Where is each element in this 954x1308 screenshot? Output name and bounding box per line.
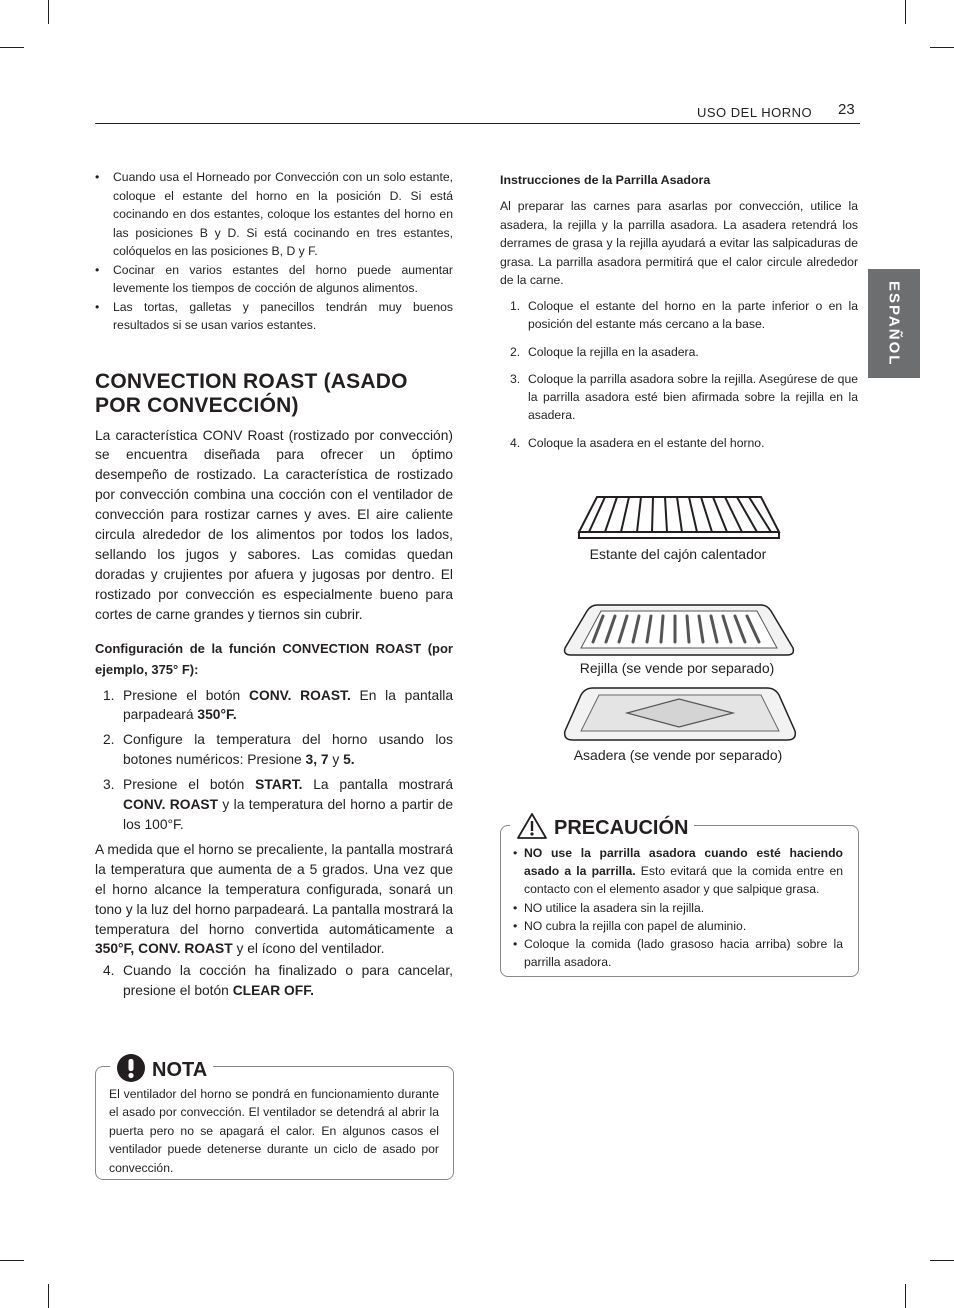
step-key: START. — [255, 777, 303, 793]
section-title: CONVECTION ROAST (ASADO POR CONVECCIÓN) — [95, 369, 408, 417]
warming-drawer-rack-illustration — [575, 494, 781, 542]
step-item — [500, 434, 858, 452]
note-title: NOTA — [152, 1059, 208, 1081]
step-number: 3. — [510, 371, 521, 386]
list-item — [513, 899, 843, 917]
left-column — [95, 168, 453, 1006]
step-item — [95, 961, 453, 1001]
page-number: 23 — [838, 101, 855, 118]
step-number: 3. — [103, 777, 115, 793]
step-text: y la temperatura del horno a partir de los 100°F. — [123, 797, 453, 832]
step-text: La pantalla mostrará — [302, 777, 453, 793]
exclamation-icon — [116, 1053, 146, 1088]
crop-mark — [48, 0, 49, 24]
step-key: CONV. ROAST. — [249, 687, 351, 703]
step-item — [95, 775, 453, 835]
step-text: Coloque la rejilla en la asadera. — [528, 344, 699, 359]
step-text: Coloque la asadera en el estante del horno. — [528, 435, 765, 450]
step-text: Coloque el estante del horno en la parte inferior o en la posición del estante más cercano a la base. — [528, 298, 858, 332]
step-number: 2. — [103, 732, 115, 748]
crop-mark — [905, 1284, 906, 1308]
caution-text: Esto evitará que la comida entre en contacto con el elemento asador y que salpique grasa. — [524, 864, 843, 897]
caution-emphasis: NO use la parrilla asadora cuando esté haciendo asado a la parrilla. — [524, 846, 843, 879]
caution-text: Coloque la comida (lado grasoso hacia arriba) sobre la parrilla asadora. — [524, 937, 843, 970]
broiler-steps — [500, 297, 858, 452]
list-item — [513, 844, 843, 899]
broiler-intro: Al preparar las carnes para asarlas por convección, utilice la asadera, la rejilla y la parrilla asadora. La asadera retendrá los derrames de grasa y la rejilla ayudará a evitar las salpicaduras de grasa. La parrilla asadora permitirá que el calor circule alrededor de la carne. — [500, 199, 858, 288]
crop-mark — [48, 1284, 49, 1308]
caution-list — [513, 844, 843, 971]
preheat-paragraph — [95, 840, 453, 959]
right-column — [500, 171, 858, 461]
step-item — [95, 686, 453, 726]
preheat-text: A medida que el horno se precaliente, la pantalla mostrará la temperatura que aumenta de a 5 grados. Una vez que el horno alcance la temperatura configurada, sonará un tono y la luz del horno parpadeará. La pantalla mostrará la temperatura del horno convertida automáticamente a — [95, 841, 453, 937]
convection-bake-tips — [95, 168, 453, 335]
preheat-text: y el ícono del ventilador. — [232, 941, 385, 957]
step-item — [500, 297, 858, 334]
step-text: En la pantalla parpadeará — [123, 687, 453, 723]
intro-paragraph: La característica CONV Roast (rostizado por convección) se encuentra diseñada para ofrecer un óptimo desempeño de rostizado. La característica de rostizado por convección combina una cocción con el ventilador de convección para rostizar carnes y aves. El aire caliente circula alrededor de los alimentos por todos los lados, sellando los jugos y sabores. Las comidas quedan doradas y crujientes por afuera y jugosas por dentro. El rostizado por convección es especialmente bueno para cortes de carne grandes y tiernos sin cubrir. — [95, 427, 453, 622]
list-item — [513, 935, 843, 971]
step-key: 5. — [343, 752, 355, 768]
note-heading — [110, 1053, 213, 1088]
running-header: USO DEL HORNO — [697, 105, 813, 120]
step-text: Presione el botón — [123, 777, 256, 793]
step-key: CONV. ROAST — [123, 797, 219, 813]
broiler-subheading: Instrucciones de la Parrilla Asadora — [500, 173, 711, 187]
header-rule — [95, 123, 860, 124]
pan-caption: Asadera (se vende por separado) — [573, 747, 783, 763]
step-number: 1. — [103, 687, 115, 703]
crop-mark — [0, 47, 24, 48]
caution-heading — [510, 812, 694, 845]
language-tab-label: ESPAÑOL — [885, 280, 903, 367]
finish-steps — [95, 961, 453, 1001]
rack-caption: Estante del cajón calentador — [589, 546, 767, 562]
crop-mark — [930, 1260, 954, 1261]
step-number: 4. — [103, 963, 115, 979]
step-text: Coloque la parrilla asadora sobre la rejilla. Asegúrese de que la parrilla asadora esté bien afirmada sobre la rejilla en la asadera. — [528, 371, 858, 423]
list-item: • Cuando usa el Horneado por Convección con un solo estante, coloque el estante del horno en la posición D. Si está cocinando en dos estantes, coloque los estantes del horno en las posiciones B y D. Si está cocinando en tres estantes, colóquelos en las posiciones B, D y F. — [95, 168, 453, 261]
step-key: CLEAR OFF. — [232, 983, 314, 999]
crop-mark — [0, 1260, 24, 1261]
step-number: 2. — [510, 344, 521, 359]
caution-text: NO utilice la asadera sin la rejilla. — [524, 900, 705, 915]
step-item — [95, 730, 453, 770]
step-key: 350°F. — [197, 707, 237, 723]
broiler-grid-illustration — [563, 602, 795, 658]
step-key: 3, 7 — [305, 752, 329, 768]
caution-title: PRECAUCIÓN — [554, 817, 689, 839]
step-number: 1. — [510, 298, 521, 313]
list-item: • Las tortas, galletas y panecillos tendrán muy buenos resultados si se usan varios estantes. — [95, 298, 453, 335]
preheat-key: 350°F, CONV. ROAST — [95, 941, 233, 957]
grid-caption: Rejilla (se vende por separado) — [579, 660, 775, 676]
step-item — [500, 370, 858, 425]
step-item — [500, 343, 858, 361]
list-item: • Cocinar en varios estantes del horno puede aumentar levemente los tiempos de cocción de algunos alimentos. — [95, 261, 453, 298]
crop-mark — [905, 0, 906, 24]
caution-text: NO cubra la rejilla con papel de aluminio. — [524, 918, 747, 933]
step-text: Presione el botón — [123, 687, 249, 703]
note-text: El ventilador del horno se pondrá en funcionamiento durante el asado por convección. El ventilador se detendrá al abrir la puerta pero no se apagará el calor. En algunos casos el ventilador puede detenerse durante un ciclo de asado por convección. — [109, 1087, 439, 1175]
list-item — [513, 917, 843, 935]
step-text: y — [328, 752, 344, 768]
setup-steps — [95, 686, 453, 835]
warning-triangle-icon — [516, 812, 548, 845]
crop-mark — [930, 47, 954, 48]
step-number: 4. — [510, 435, 521, 450]
setup-subheading: Configuración de la función CONVECTION ROAST (por ejemplo, 375° F): — [95, 640, 453, 677]
step-text: Configure la temperatura del horno usando los botones numéricos: Presione — [123, 732, 453, 768]
step-text: Cuando la cocción ha finalizado o para cancelar, presione el botón — [123, 963, 453, 999]
language-tab — [868, 269, 920, 378]
broiler-pan-illustration — [563, 685, 797, 743]
